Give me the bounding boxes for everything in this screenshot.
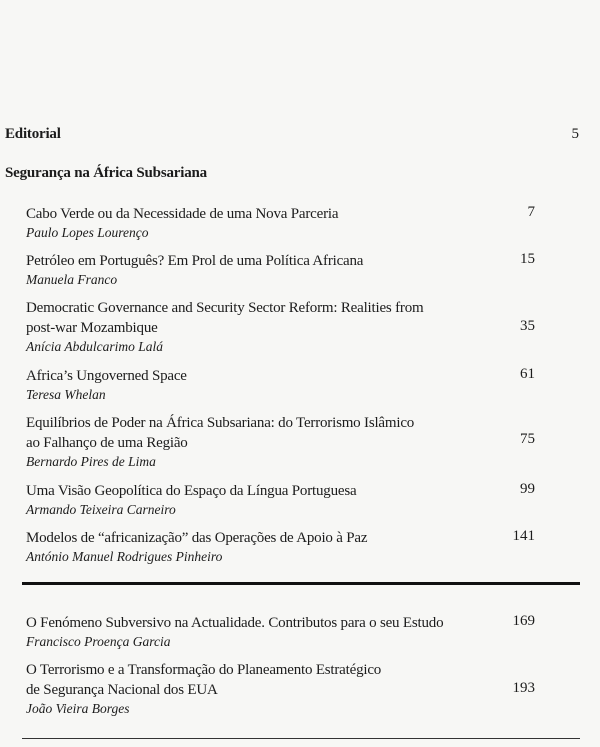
entry-title-line-2: de Segurança Nacional dos EUA [26,682,218,698]
entry-title-line-2: ao Falhanço de uma Região [26,435,188,451]
toc-entry[interactable] [26,413,556,471]
section-heading-africa: Segurança na África Subsariana [5,165,207,181]
entry-title: Africa’s Ungoverned Space [26,368,187,384]
entry-author: António Manuel Rodrigues Pinheiro [26,549,223,564]
entry-page-number: 35 [520,318,535,334]
entry-author: Armando Teixeira Carneiro [26,502,176,517]
entry-author: Teresa Whelan [26,387,106,402]
editorial-page-number: 5 [571,126,579,142]
toc-entry[interactable] [26,528,556,566]
entry-page-number: 193 [512,680,535,696]
editorial-heading: Editorial [5,126,61,142]
entry-page-number: 61 [520,366,535,382]
toc-entry[interactable] [26,298,556,356]
entry-page-number: 141 [512,528,535,544]
entry-author: Anícia Abdulcarimo Lalá [26,339,163,354]
toc-entry[interactable] [26,366,556,404]
entry-title: O Fenómeno Subversivo na Actualidade. Contributos para o seu Estudo [26,615,444,631]
entry-title: Petróleo em Português? Em Prol de uma Política Africana [26,253,364,269]
toc-entry[interactable] [26,251,556,289]
section-divider [22,582,580,585]
entry-author: Paulo Lopes Lourenço [26,225,149,240]
entry-page-number: 15 [520,251,535,267]
toc-entry[interactable] [26,613,556,651]
toc-entry[interactable] [26,481,556,519]
entry-title: Uma Visão Geopolítica do Espaço da Língua Portuguesa [26,483,357,499]
entry-title: Modelos de “africanização” das Operações de Apoio à Paz [26,530,368,546]
entry-title: O Terrorismo e a Transformação do Planeamento Estratégico [26,662,382,678]
entry-page-number: 75 [520,431,535,447]
entry-title: Democratic Governance and Security Sector Reform: Realities from [26,300,424,316]
entry-title: Cabo Verde ou da Necessidade de uma Nova Parceria [26,206,339,222]
entry-author: João Vieira Borges [26,701,130,716]
toc-entry[interactable] [26,660,556,718]
entry-page-number: 169 [512,613,535,629]
toc-entry[interactable] [26,204,556,242]
entry-title: Equilíbrios de Poder na África Subsariana: do Terrorismo Islâmico [26,415,415,431]
entry-page-number: 7 [527,204,535,220]
entry-author: Francisco Proença Garcia [26,634,171,649]
bottom-divider [22,738,580,739]
entry-author: Bernardo Pires de Lima [26,454,156,469]
entry-author: Manuela Franco [26,272,118,287]
entry-title-line-2: post-war Mozambique [26,320,158,336]
entry-page-number: 99 [520,481,535,497]
